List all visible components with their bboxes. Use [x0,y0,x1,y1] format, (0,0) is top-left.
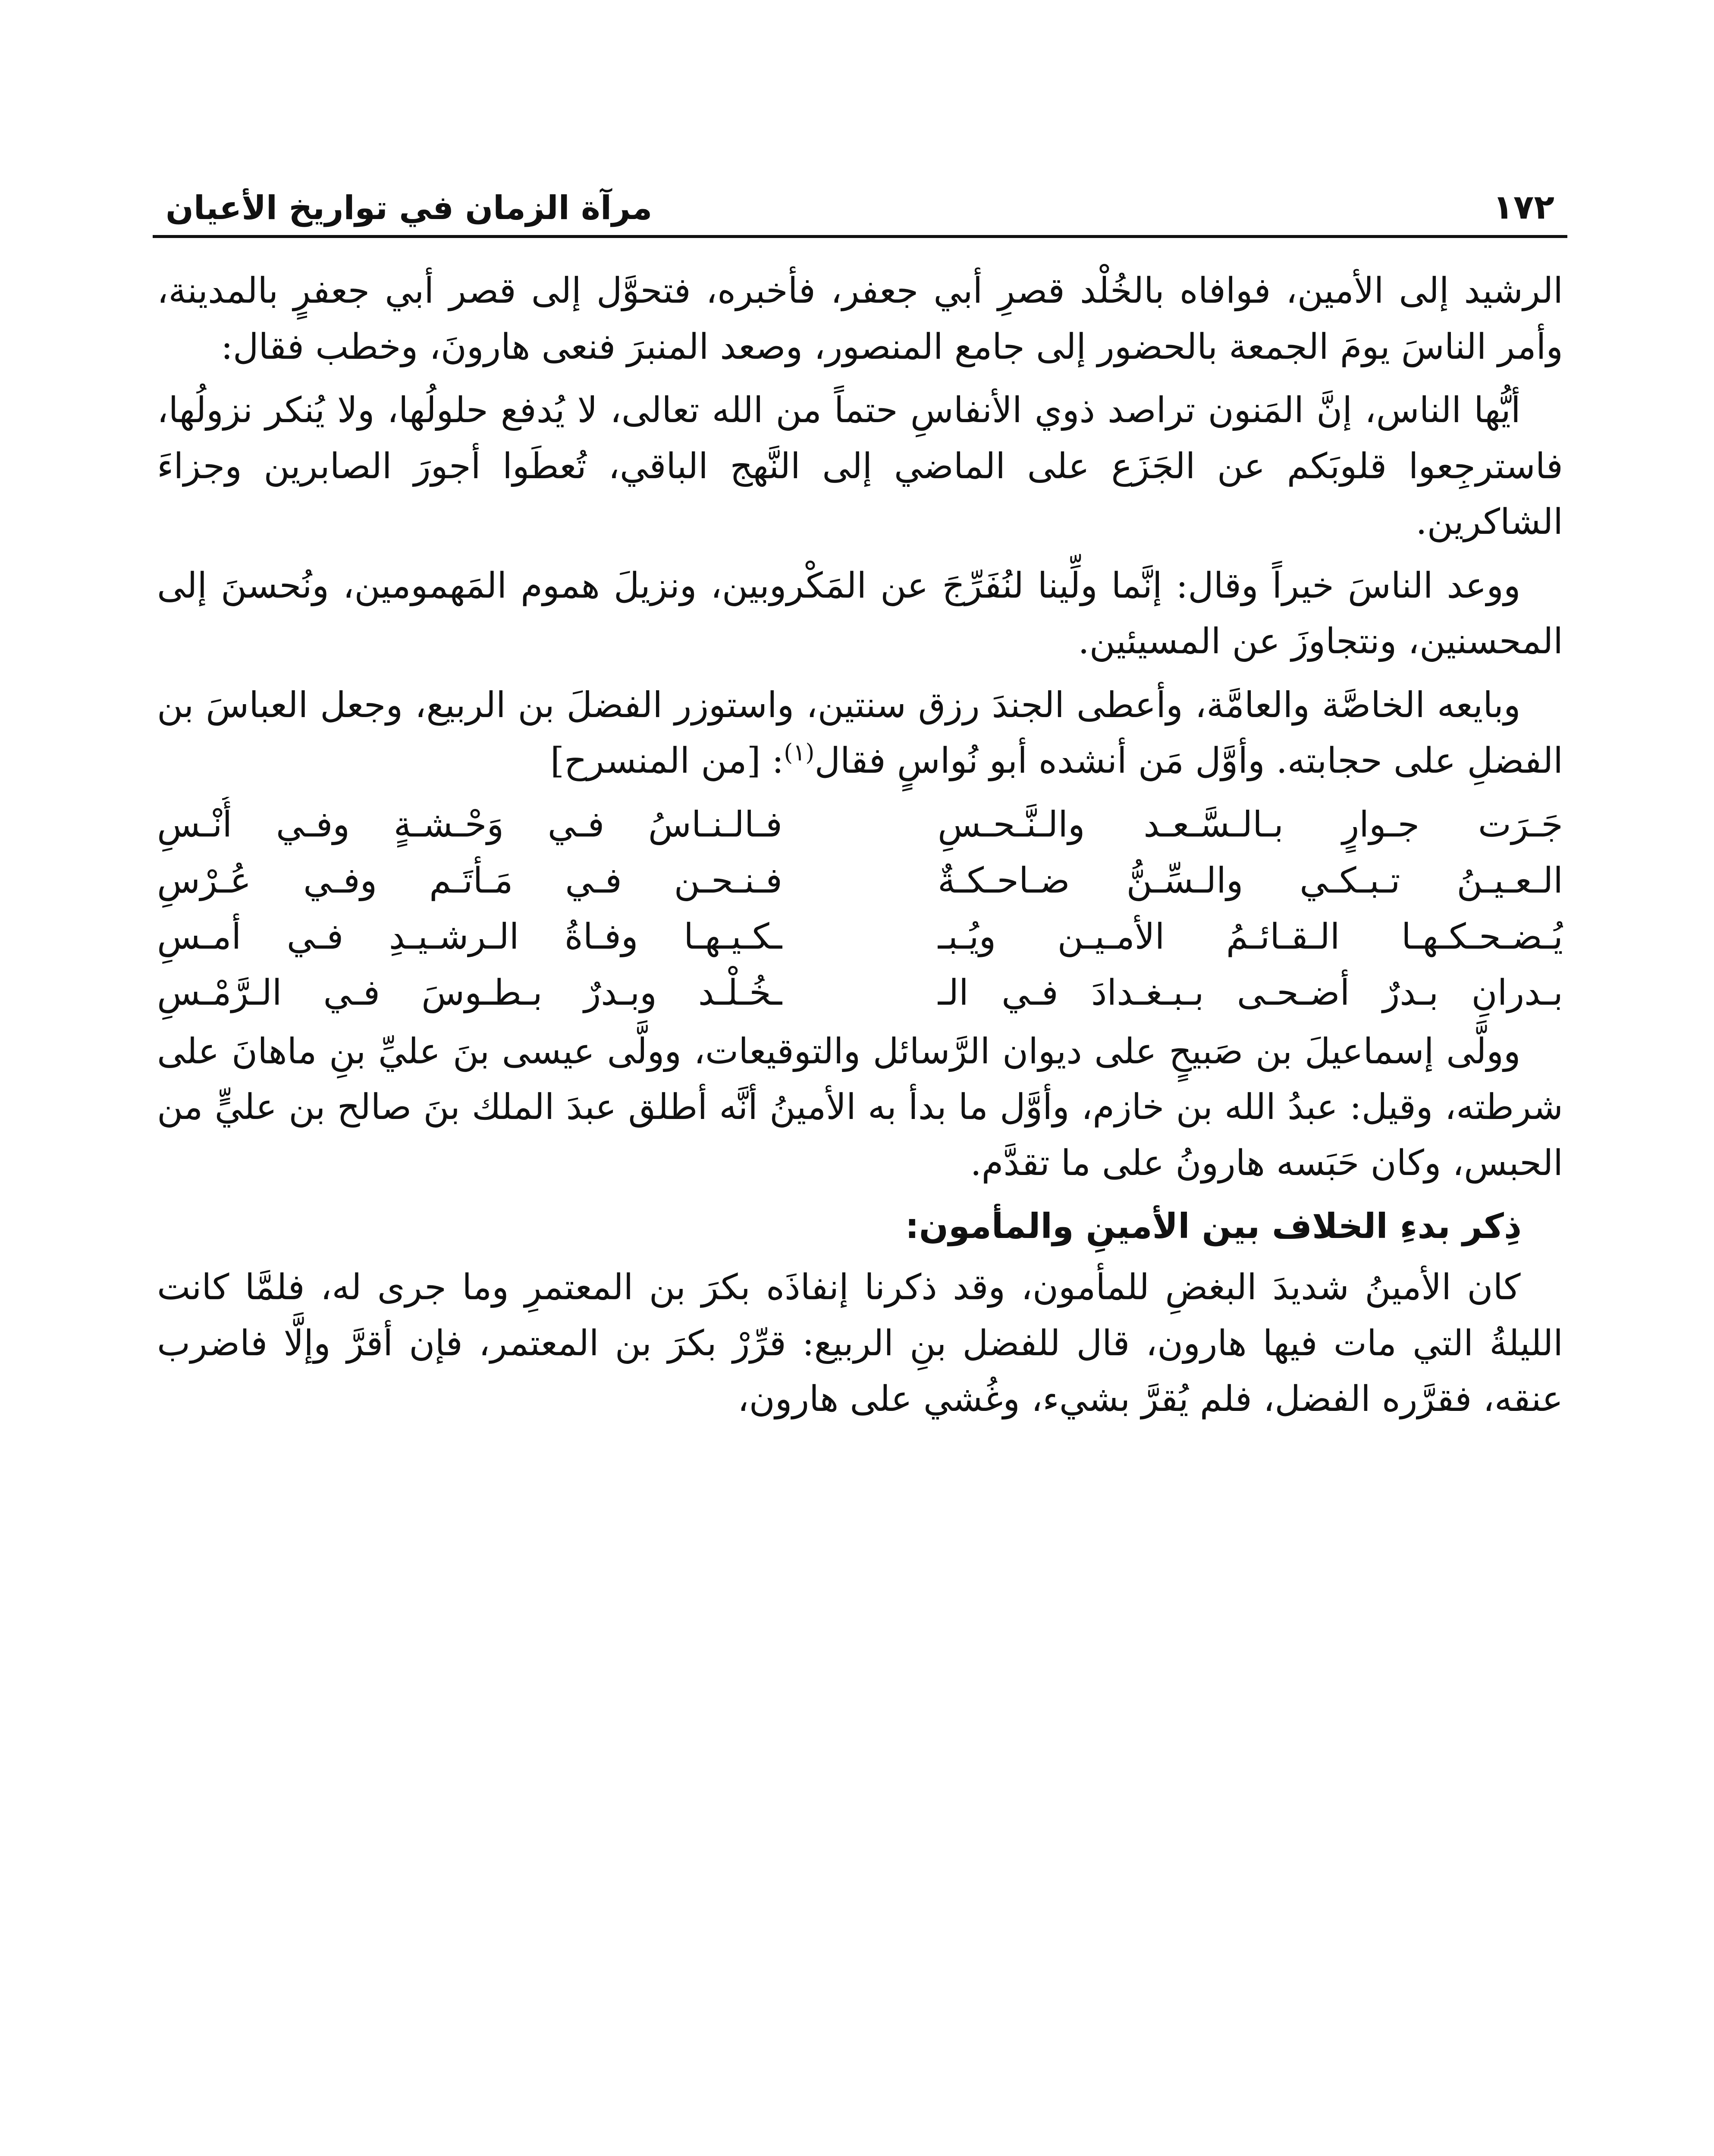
verse-second-hemistich: فـالـنـاسُ فـي وَحْـشـةٍ وفـي أُنْـسِ [157,804,782,846]
poem-verse [157,965,1563,1021]
page-header [166,160,1554,227]
verse-second-hemistich: ـكـيـهـا وفـاةُ الـرشـيـدِ فـي أمـسِ [157,916,782,958]
section-heading: ذِكر بدءِ الخلاف بين الأمينِ والمأمون: [905,1206,1522,1246]
paragraph-1: الرشيد إلى الأمين، فوافاه بالخُلْد قصرِ أبي جعفر، فأخبره، فتحوَّل إلى قصر أبي جعفرٍ بالمدينة، وأمر الناسَ يومَ الجمعة بالحضور إلى جامع المنصور، وصعد المنبرَ فنعى هارونَ، وخطب فقال: [157,270,1563,367]
page-number: ١٧٢ [1493,188,1554,227]
paragraph-bayah-text: وبايعه الخاصَّة والعامَّة، وأعطى الجندَ رزق سنتين، واستوزر الفضلَ بن الربيع، وجعل العباسَ بن الفضلِ على حجابته. وأوَّل مَن أنشده أبو نُواسٍ فقال [157,684,1563,782]
poem-verse [157,909,1563,965]
paragraph-dispute: كان الأمينُ شديدَ البغضِ للمأمون، وقد ذكرنا إنفاذَه بكرَ بن المعتمرِ وما جرى له، فلمَّا كانت الليلةُ التي مات فيها هارون، قال للفضل بنِ الربيع: قرِّرْ بكرَ بن المعتمر، فإن أقرَّ وإلَّا فاضرب عنقه، فقرَّره الفضل، فلم يُقرَّ بشيء، وغُشي على هارون، [157,1266,1563,1420]
poem-verse [157,853,1563,909]
verse-second-hemistich: ـخُـلْـد وبـدرٌ بـطـوسَ فـي الـرَّمْـسِ [157,972,782,1014]
paragraph-bayah [157,677,1563,789]
paragraph-sermon: أيُّها الناس، إنَّ المَنون تراصد ذوي الأنفاسِ حتماً من الله تعالى، لا يُدفع حلولُها، ولا يُنكر نزولُها، فاسترجِعوا قلوبَكم عن الجَزَع على الماضي إلى النَّهج الباقي، تُعطَوا أجورَ الصابرين وجزاءَ الشاكرين. [157,390,1563,543]
running-title: مرآة الزمان في تواريخ الأعيان [166,188,653,227]
paragraph-bayah-meter: : [من المنسرح] [550,740,784,782]
verse-first-hemistich: جَـرَت جـوارٍ بـالـسَّـعـد والـنَّـحـسِ [938,804,1563,846]
verse-first-hemistich: الـعـيـنُ تـبـكـي والـسِّـنُّ ضـاحـكـةٌ [938,860,1563,902]
paragraph-promise: ووعد الناسَ خيراً وقال: إنَّما ولِّينا لنُفَرِّجَ عن المَكْروبين، ونزيلَ هموم المَهمومين، ونُحسنَ إلى المحسنين، ونتجاوزَ عن المسيئين. [157,565,1563,662]
footnote-marker: (١) [784,739,815,767]
header-rule [153,235,1567,238]
main-text [157,263,1563,1435]
verse-first-hemistich: يُـضـحـكـهـا الـقـائـمُ الأمـيـن ويُـبـ [938,916,1563,958]
verse-first-hemistich: بـدرانِ بـدرٌ أضـحـى بـبـغـدادَ فـي الـ [938,972,1563,1014]
poem-verse [157,797,1563,853]
paragraph-appointments: وولَّى إسماعيلَ بن صَبيحٍ على ديوان الرَّسائل والتوقيعات، وولَّى عيسى بنَ عليِّ بنِ ماهانَ على شرطته، وقيل: عبدُ الله بن خازم، وأوَّل ما بدأ به الأمينُ أنَّه أطلق عبدَ الملك بنَ صالح بن عليٍّ من الحبس، وكان حَبَسه هارونُ على ما تقدَّم. [157,1031,1563,1184]
poem [157,797,1563,1021]
verse-second-hemistich: فـنـحـن فـي مَـأتَـم وفـي عُـرْسِ [157,860,782,902]
